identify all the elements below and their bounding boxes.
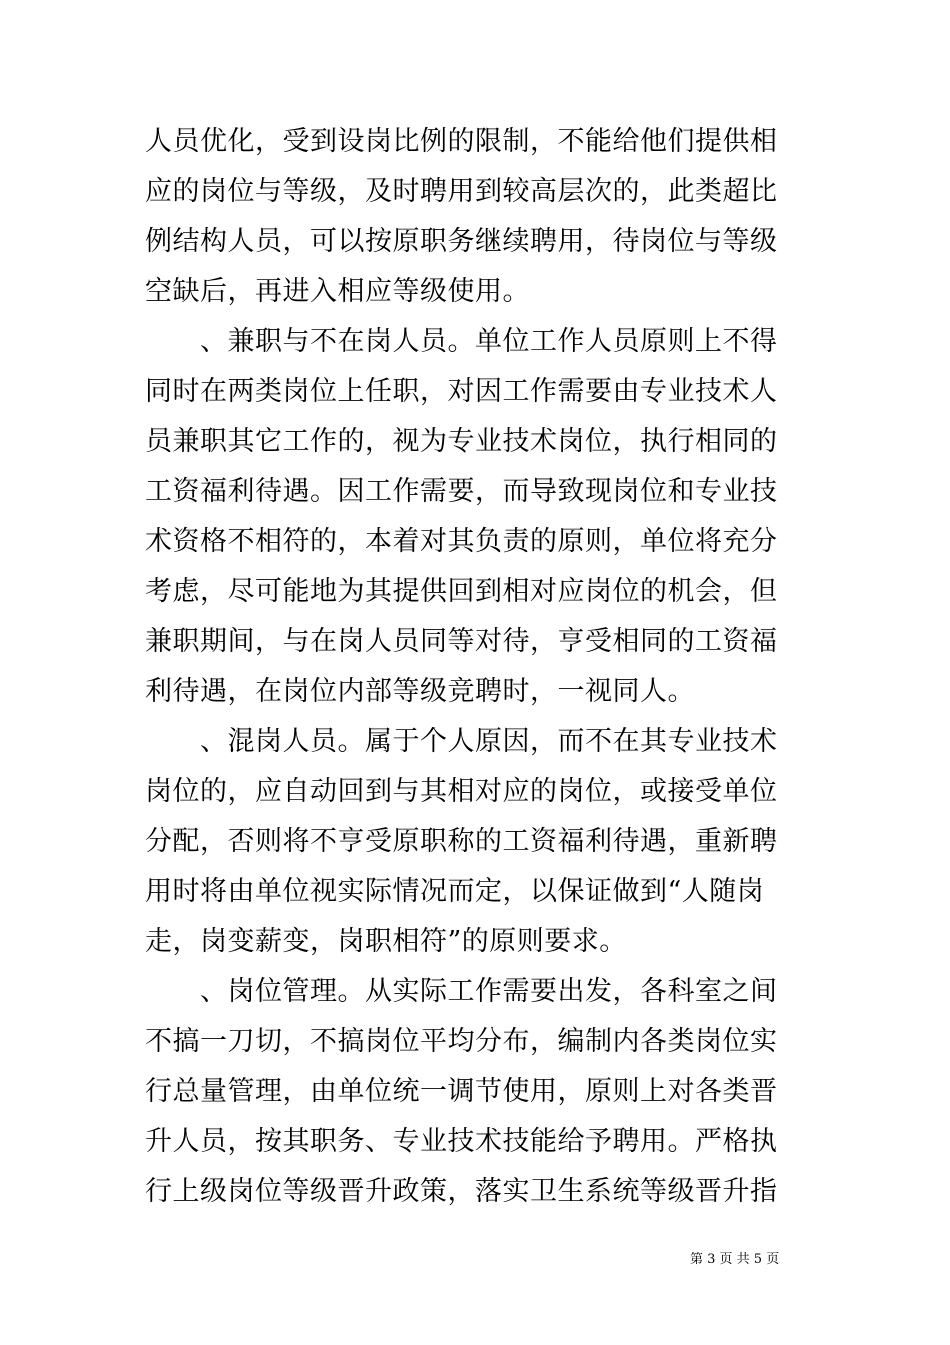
text-line: 空缺后，再进入相应等级使用。 (145, 276, 530, 307)
text-line: 走，岗变薪变，岗职相符”的原则要求。 (145, 926, 627, 957)
text-line: 人员优化，受到设岗比例的限制，不能给他们提供相 (145, 126, 778, 157)
text-line: 不搞一刀切，不搞岗位平均分布，编制内各类岗位实 (145, 1026, 778, 1057)
text-line: 员兼职其它工作的，视为专业技术岗位，执行相同的 (145, 426, 778, 457)
text-line: 岗位的，应自动回到与其相对应的岗位，或接受单位 (145, 776, 778, 807)
text-line: 升人员，按其职务、专业技术技能给予聘用。严格执 (145, 1126, 778, 1157)
text-line: 、混岗人员。属于个人原因，而不在其专业技术 (145, 726, 778, 757)
text-line: 行上级岗位等级晋升政策，落实卫生系统等级晋升指 (145, 1176, 778, 1207)
page-number: 第 3 页 共 5 页 (690, 1252, 780, 1267)
text-line: 利待遇，在岗位内部等级竞聘时，一视同人。 (145, 676, 695, 707)
text-line: 应的岗位与等级，及时聘用到较高层次的，此类超比 (145, 176, 778, 207)
text-line: 例结构人员，可以按原职务继续聘用，待岗位与等级 (145, 226, 778, 257)
text-line: 、岗位管理。从实际工作需要出发，各科室之间 (145, 976, 778, 1007)
text-line: 分配，否则将不亨受原职称的工资福利待遇，重新聘 (145, 826, 778, 857)
text-line: 同时在两类岗位上任职，对因工作需要由专业技术人 (145, 376, 778, 407)
text-line: 、兼职与不在岗人员。单位工作人员原则上不得 (145, 326, 778, 357)
text-line: 术资格不相符的，本着对其负责的原则，单位将充分 (145, 526, 778, 557)
text-line: 行总量管理，由单位统一调节使用，原则上对各类晋 (145, 1076, 778, 1107)
text-line: 用时将由单位视实际情况而定，以保证做到“人随岗 (145, 876, 765, 907)
text-line: 工资福利待遇。因工作需要，而导致现岗位和专业技 (145, 476, 778, 507)
text-line: 兼职期间，与在岗人员同等对待，亨受相同的工资福 (145, 626, 778, 657)
text-line: 考虑，尽可能地为其提供回到相对应岗位的机会，但 (145, 576, 778, 607)
